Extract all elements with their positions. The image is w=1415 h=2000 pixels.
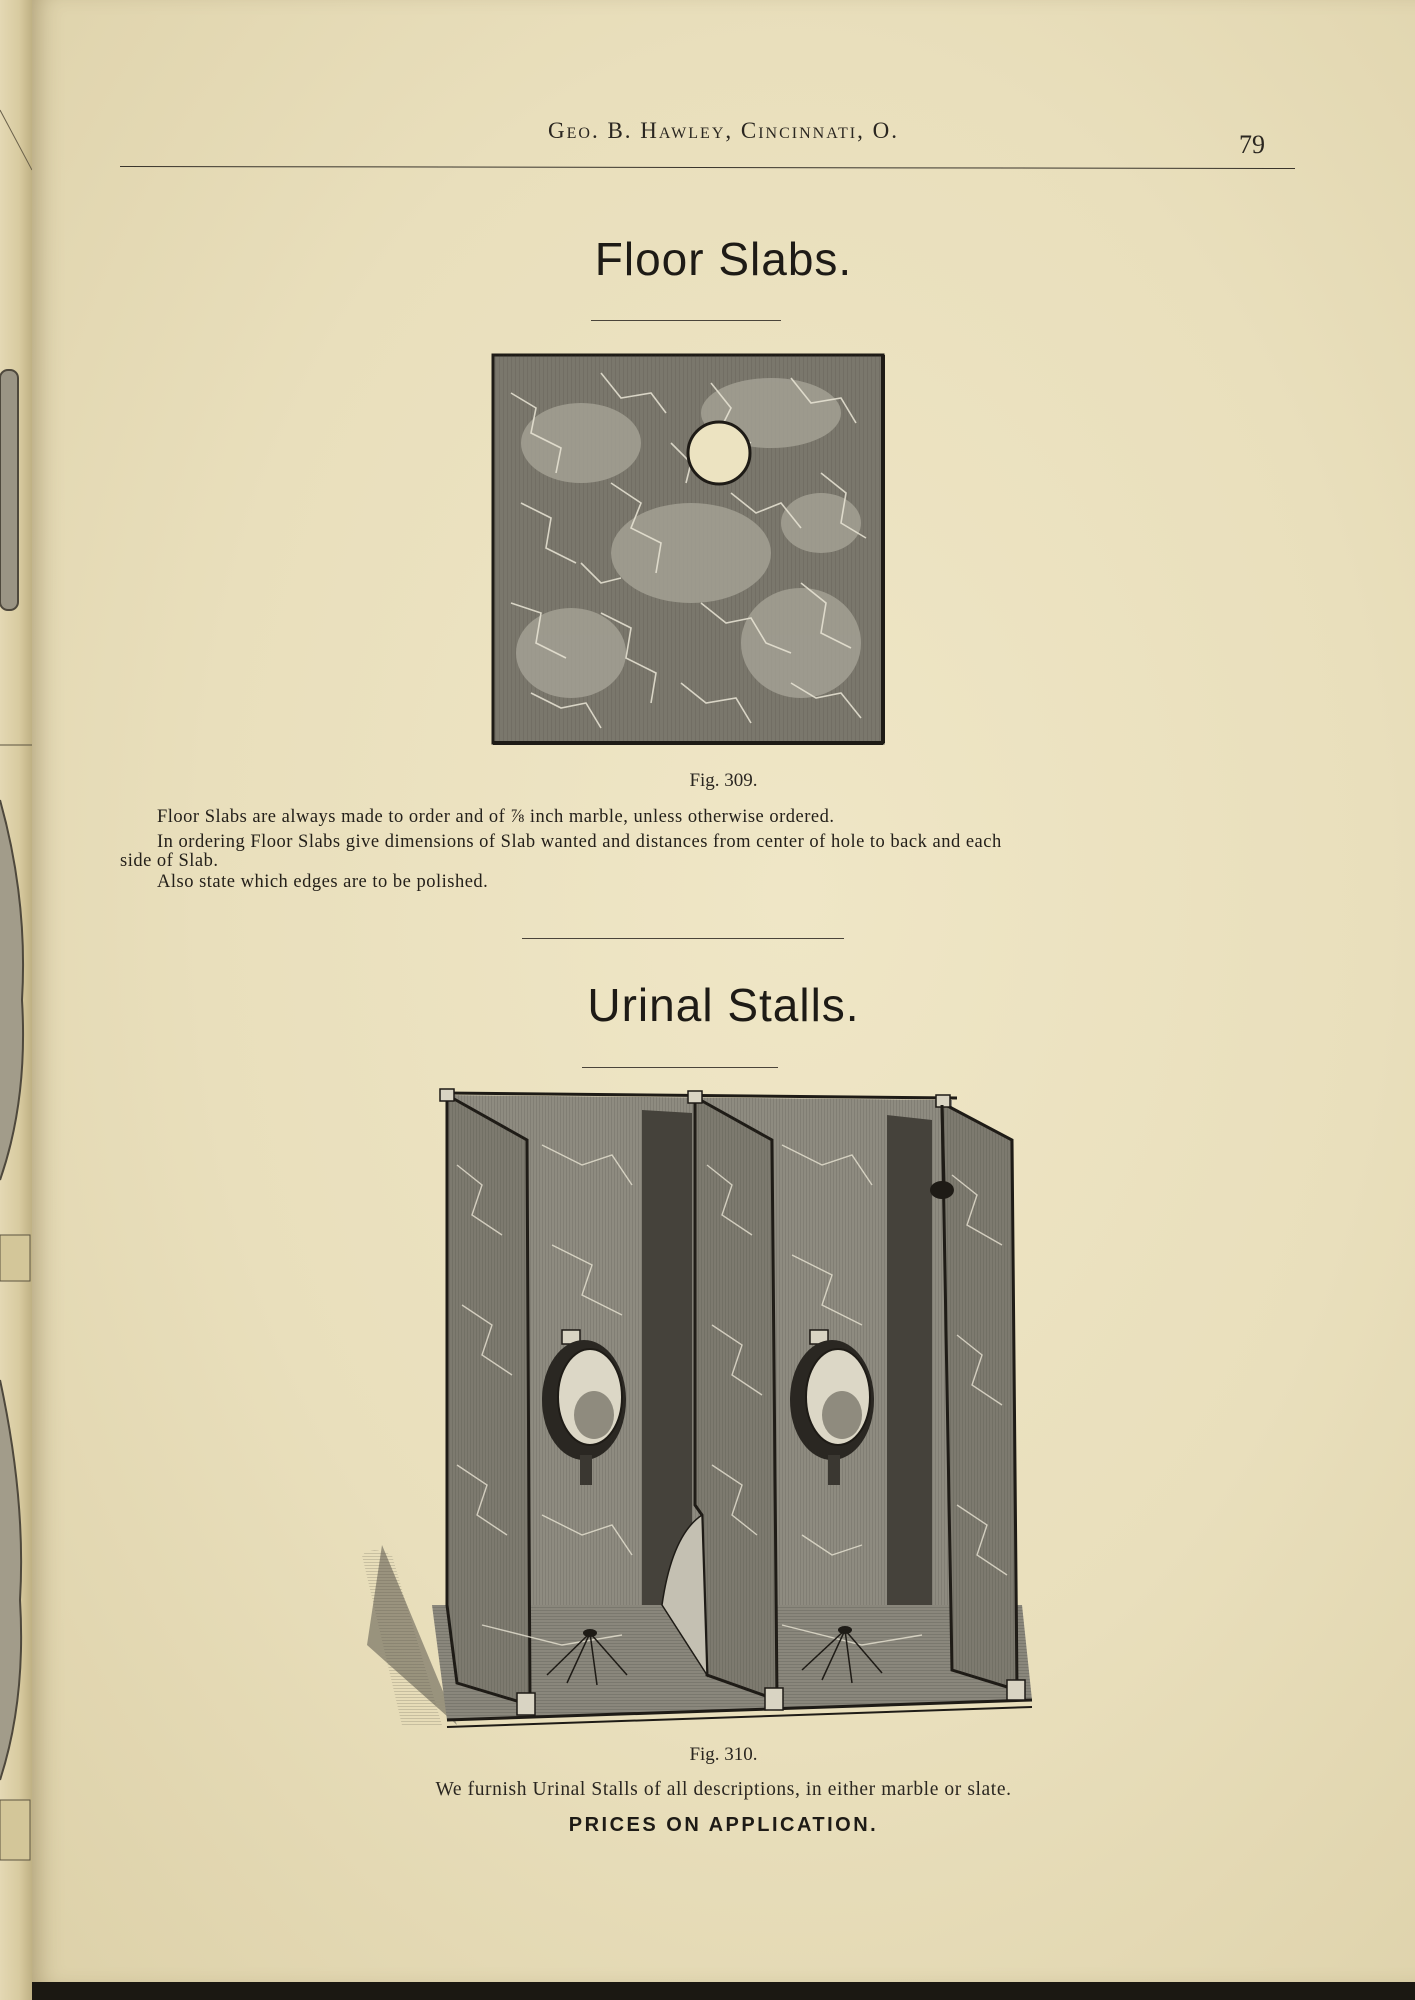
urinal-stalls-illustration xyxy=(362,1085,1042,1735)
floor-slabs-text-line-4: Also state which edges are to be polished. xyxy=(157,872,489,892)
title-underline xyxy=(582,1067,778,1068)
previous-page-illustration-fragments xyxy=(0,0,32,2000)
figure-309-caption: Fig. 309. xyxy=(689,770,758,791)
floor-slabs-text-line-3: side of Slab. xyxy=(120,851,219,871)
running-head: Geo. B. Hawley, Cincinnati, O. xyxy=(548,118,899,143)
floor-slabs-title: Floor Slabs. xyxy=(594,233,853,285)
floor-slabs-text-line-2: In ordering Floor Slabs give dimensions of Slab wanted and distances from center of hole to back and each xyxy=(157,832,1002,852)
header-rule xyxy=(120,166,1295,169)
previous-page-edge xyxy=(0,0,32,2000)
floor-slabs-text-line-1: Floor Slabs are always made to order and of ⅞ inch marble, unless otherwise ordered. xyxy=(157,807,835,827)
prices-on-application-note: PRICES ON APPLICATION. xyxy=(568,1814,879,1836)
figure-310-caption: Fig. 310. xyxy=(689,1744,758,1765)
urinal-stalls-description: We furnish Urinal Stalls of all descriptions, in either marble or slate. xyxy=(435,1779,1012,1800)
section-divider xyxy=(522,938,844,939)
urinal-stalls-title: Urinal Stalls. xyxy=(587,979,860,1031)
page-bottom-shadow xyxy=(32,1982,1415,2000)
title-underline xyxy=(591,320,781,321)
floor-slab-illustration xyxy=(491,353,889,749)
catalog-page xyxy=(32,0,1415,1982)
page-number: 79 xyxy=(1239,130,1265,159)
